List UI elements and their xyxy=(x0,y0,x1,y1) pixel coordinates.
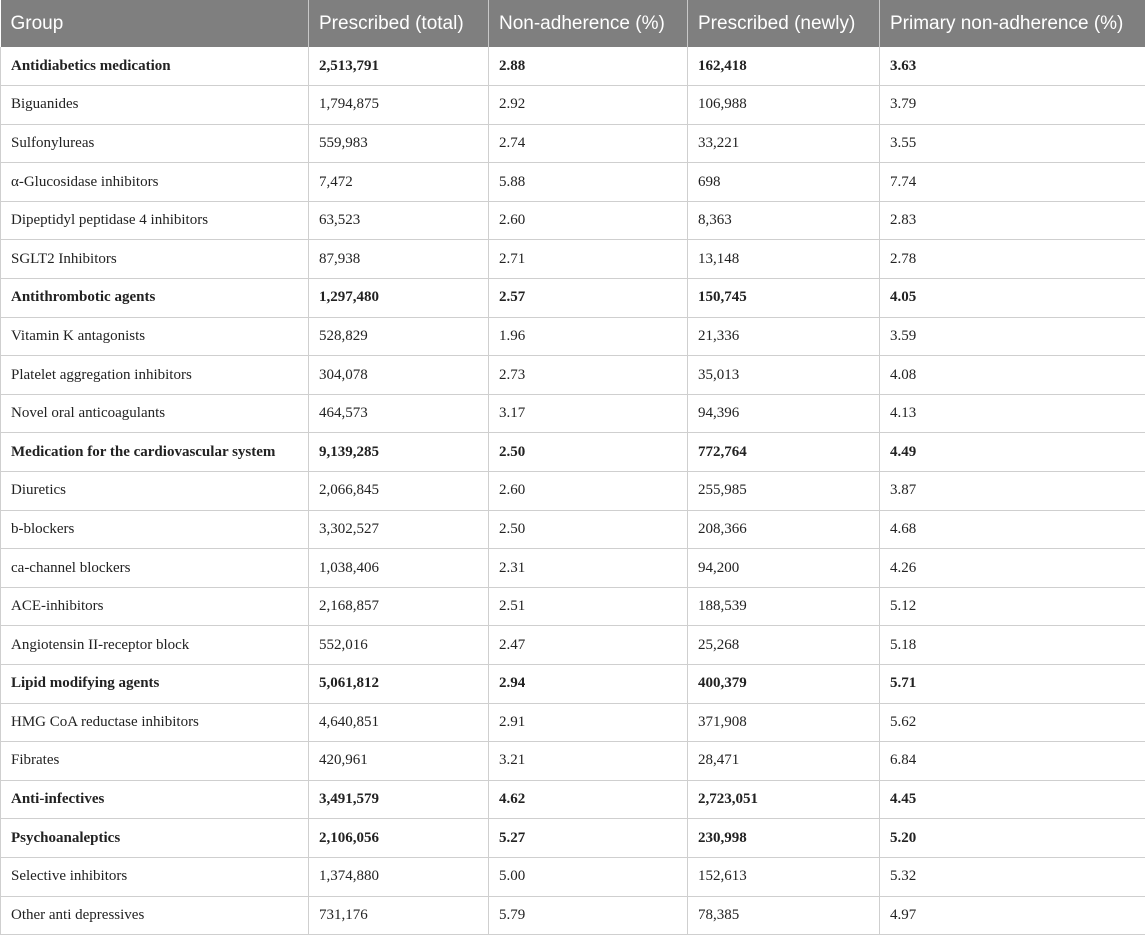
prescribed-newly-cell: 28,471 xyxy=(688,742,880,781)
non-adherence-cell: 2.31 xyxy=(489,549,688,588)
group-cell: Sulfonylureas xyxy=(1,124,309,163)
primary-non-adherence-cell: 4.05 xyxy=(880,279,1145,318)
non-adherence-cell: 2.71 xyxy=(489,240,688,279)
prescribed-total-cell: 9,139,285 xyxy=(309,433,489,472)
primary-non-adherence-cell: 6.84 xyxy=(880,742,1145,781)
non-adherence-cell: 2.60 xyxy=(489,201,688,240)
non-adherence-cell: 3.21 xyxy=(489,742,688,781)
group-cell: Dipeptidyl peptidase 4 inhibitors xyxy=(1,201,309,240)
primary-non-adherence-cell: 4.68 xyxy=(880,510,1145,549)
non-adherence-cell: 2.50 xyxy=(489,433,688,472)
prescribed-total-cell: 87,938 xyxy=(309,240,489,279)
non-adherence-cell: 2.88 xyxy=(489,47,688,86)
primary-non-adherence-cell: 5.32 xyxy=(880,857,1145,896)
table-row xyxy=(1,86,1145,125)
table-row xyxy=(1,163,1145,202)
prescribed-newly-cell: 230,998 xyxy=(688,819,880,858)
primary-non-adherence-cell: 3.87 xyxy=(880,472,1145,511)
prescribed-total-cell: 559,983 xyxy=(309,124,489,163)
non-adherence-cell: 2.91 xyxy=(489,703,688,742)
table-row xyxy=(1,201,1145,240)
prescribed-total-cell: 304,078 xyxy=(309,356,489,395)
prescribed-total-cell: 1,794,875 xyxy=(309,86,489,125)
prescribed-newly-cell: 33,221 xyxy=(688,124,880,163)
non-adherence-cell: 5.00 xyxy=(489,857,688,896)
prescribed-total-cell: 2,066,845 xyxy=(309,472,489,511)
prescribed-total-cell: 5,061,812 xyxy=(309,665,489,704)
header-non-adherence: Non-adherence (%) xyxy=(489,0,688,47)
primary-non-adherence-cell: 7.74 xyxy=(880,163,1145,202)
group-cell: Medication for the cardiovascular system xyxy=(1,433,309,472)
non-adherence-cell: 5.88 xyxy=(489,163,688,202)
header-prescribed-total: Prescribed (total) xyxy=(309,0,489,47)
primary-non-adherence-cell: 4.45 xyxy=(880,780,1145,819)
group-cell: SGLT2 Inhibitors xyxy=(1,240,309,279)
primary-non-adherence-cell: 3.79 xyxy=(880,86,1145,125)
group-cell: Vitamin K antagonists xyxy=(1,317,309,356)
group-cell: α-Glucosidase inhibitors xyxy=(1,163,309,202)
non-adherence-cell: 2.47 xyxy=(489,626,688,665)
prescribed-total-cell: 2,106,056 xyxy=(309,819,489,858)
prescribed-newly-cell: 698 xyxy=(688,163,880,202)
prescribed-total-cell: 1,374,880 xyxy=(309,857,489,896)
prescribed-newly-cell: 400,379 xyxy=(688,665,880,704)
table-row-group-total xyxy=(1,780,1145,819)
prescribed-newly-cell: 25,268 xyxy=(688,626,880,665)
table-row-group-total xyxy=(1,47,1145,86)
prescribed-total-cell: 63,523 xyxy=(309,201,489,240)
prescribed-total-cell: 420,961 xyxy=(309,742,489,781)
prescribed-total-cell: 3,302,527 xyxy=(309,510,489,549)
group-cell: Antithrombotic agents xyxy=(1,279,309,318)
group-cell: Biguanides xyxy=(1,86,309,125)
group-cell: Selective inhibitors xyxy=(1,857,309,896)
table-row xyxy=(1,124,1145,163)
primary-non-adherence-cell: 5.20 xyxy=(880,819,1145,858)
prescribed-newly-cell: 35,013 xyxy=(688,356,880,395)
non-adherence-cell: 2.74 xyxy=(489,124,688,163)
prescribed-newly-cell: 150,745 xyxy=(688,279,880,318)
prescribed-newly-cell: 152,613 xyxy=(688,857,880,896)
table-row xyxy=(1,742,1145,781)
prescribed-total-cell: 464,573 xyxy=(309,394,489,433)
primary-non-adherence-cell: 2.78 xyxy=(880,240,1145,279)
primary-non-adherence-cell: 5.62 xyxy=(880,703,1145,742)
table-row xyxy=(1,317,1145,356)
table-row-group-total xyxy=(1,433,1145,472)
table-row xyxy=(1,896,1145,935)
table-row-group-total xyxy=(1,279,1145,318)
prescribed-newly-cell: 13,148 xyxy=(688,240,880,279)
non-adherence-cell: 2.51 xyxy=(489,587,688,626)
prescribed-total-cell: 528,829 xyxy=(309,317,489,356)
group-cell: b-blockers xyxy=(1,510,309,549)
primary-non-adherence-cell: 5.12 xyxy=(880,587,1145,626)
prescribed-newly-cell: 78,385 xyxy=(688,896,880,935)
prescribed-total-cell: 7,472 xyxy=(309,163,489,202)
prescribed-newly-cell: 2,723,051 xyxy=(688,780,880,819)
non-adherence-cell: 2.50 xyxy=(489,510,688,549)
primary-non-adherence-cell: 4.26 xyxy=(880,549,1145,588)
group-cell: Antidiabetics medication xyxy=(1,47,309,86)
primary-non-adherence-cell: 5.71 xyxy=(880,665,1145,704)
prescribed-newly-cell: 94,396 xyxy=(688,394,880,433)
non-adherence-cell: 1.96 xyxy=(489,317,688,356)
primary-non-adherence-cell: 5.18 xyxy=(880,626,1145,665)
group-cell: Other anti depressives xyxy=(1,896,309,935)
prescribed-total-cell: 1,038,406 xyxy=(309,549,489,588)
group-cell: Anti-infectives xyxy=(1,780,309,819)
non-adherence-cell: 2.92 xyxy=(489,86,688,125)
primary-non-adherence-cell: 3.55 xyxy=(880,124,1145,163)
non-adherence-cell: 3.17 xyxy=(489,394,688,433)
group-cell: Novel oral anticoagulants xyxy=(1,394,309,433)
table-row xyxy=(1,703,1145,742)
prescribed-total-cell: 4,640,851 xyxy=(309,703,489,742)
table-row-group-total xyxy=(1,665,1145,704)
table-row xyxy=(1,549,1145,588)
primary-non-adherence-cell: 4.97 xyxy=(880,896,1145,935)
table-row xyxy=(1,394,1145,433)
table-row xyxy=(1,587,1145,626)
prescribed-newly-cell: 772,764 xyxy=(688,433,880,472)
table-row xyxy=(1,510,1145,549)
prescribed-total-cell: 1,297,480 xyxy=(309,279,489,318)
prescribed-newly-cell: 8,363 xyxy=(688,201,880,240)
non-adherence-cell: 5.79 xyxy=(489,896,688,935)
non-adherence-cell: 5.27 xyxy=(489,819,688,858)
non-adherence-cell: 2.57 xyxy=(489,279,688,318)
table-row xyxy=(1,472,1145,511)
group-cell: Angiotensin II-receptor block xyxy=(1,626,309,665)
header-row xyxy=(1,0,1145,47)
header-prescribed-newly: Prescribed (newly) xyxy=(688,0,880,47)
non-adherence-cell: 2.94 xyxy=(489,665,688,704)
prescribed-total-cell: 552,016 xyxy=(309,626,489,665)
prescribed-total-cell: 731,176 xyxy=(309,896,489,935)
prescribed-newly-cell: 255,985 xyxy=(688,472,880,511)
table-row xyxy=(1,356,1145,395)
prescribed-newly-cell: 94,200 xyxy=(688,549,880,588)
group-cell: HMG CoA reductase inhibitors xyxy=(1,703,309,742)
prescribed-newly-cell: 371,908 xyxy=(688,703,880,742)
group-cell: Lipid modifying agents xyxy=(1,665,309,704)
primary-non-adherence-cell: 3.59 xyxy=(880,317,1145,356)
primary-non-adherence-cell: 2.83 xyxy=(880,201,1145,240)
table-header xyxy=(1,0,1145,47)
group-cell: Psychoanaleptics xyxy=(1,819,309,858)
table-body xyxy=(1,47,1145,935)
primary-non-adherence-cell: 4.49 xyxy=(880,433,1145,472)
prescribed-total-cell: 2,168,857 xyxy=(309,587,489,626)
prescribed-total-cell: 2,513,791 xyxy=(309,47,489,86)
non-adherence-cell: 4.62 xyxy=(489,780,688,819)
table-row xyxy=(1,240,1145,279)
prescribed-newly-cell: 208,366 xyxy=(688,510,880,549)
prescribed-total-cell: 3,491,579 xyxy=(309,780,489,819)
group-cell: ca-channel blockers xyxy=(1,549,309,588)
table-row xyxy=(1,857,1145,896)
table-row xyxy=(1,626,1145,665)
prescribed-newly-cell: 162,418 xyxy=(688,47,880,86)
group-cell: ACE-inhibitors xyxy=(1,587,309,626)
header-primary-non-adherence: Primary non-adherence (%) xyxy=(880,0,1145,47)
primary-non-adherence-cell: 4.13 xyxy=(880,394,1145,433)
group-cell: Fibrates xyxy=(1,742,309,781)
primary-non-adherence-cell: 3.63 xyxy=(880,47,1145,86)
group-cell: Diuretics xyxy=(1,472,309,511)
table-row-group-total xyxy=(1,819,1145,858)
non-adherence-cell: 2.60 xyxy=(489,472,688,511)
prescribed-newly-cell: 106,988 xyxy=(688,86,880,125)
prescribed-newly-cell: 21,336 xyxy=(688,317,880,356)
header-group: Group xyxy=(1,0,309,47)
group-cell: Platelet aggregation inhibitors xyxy=(1,356,309,395)
non-adherence-cell: 2.73 xyxy=(489,356,688,395)
prescribed-newly-cell: 188,539 xyxy=(688,587,880,626)
primary-non-adherence-cell: 4.08 xyxy=(880,356,1145,395)
